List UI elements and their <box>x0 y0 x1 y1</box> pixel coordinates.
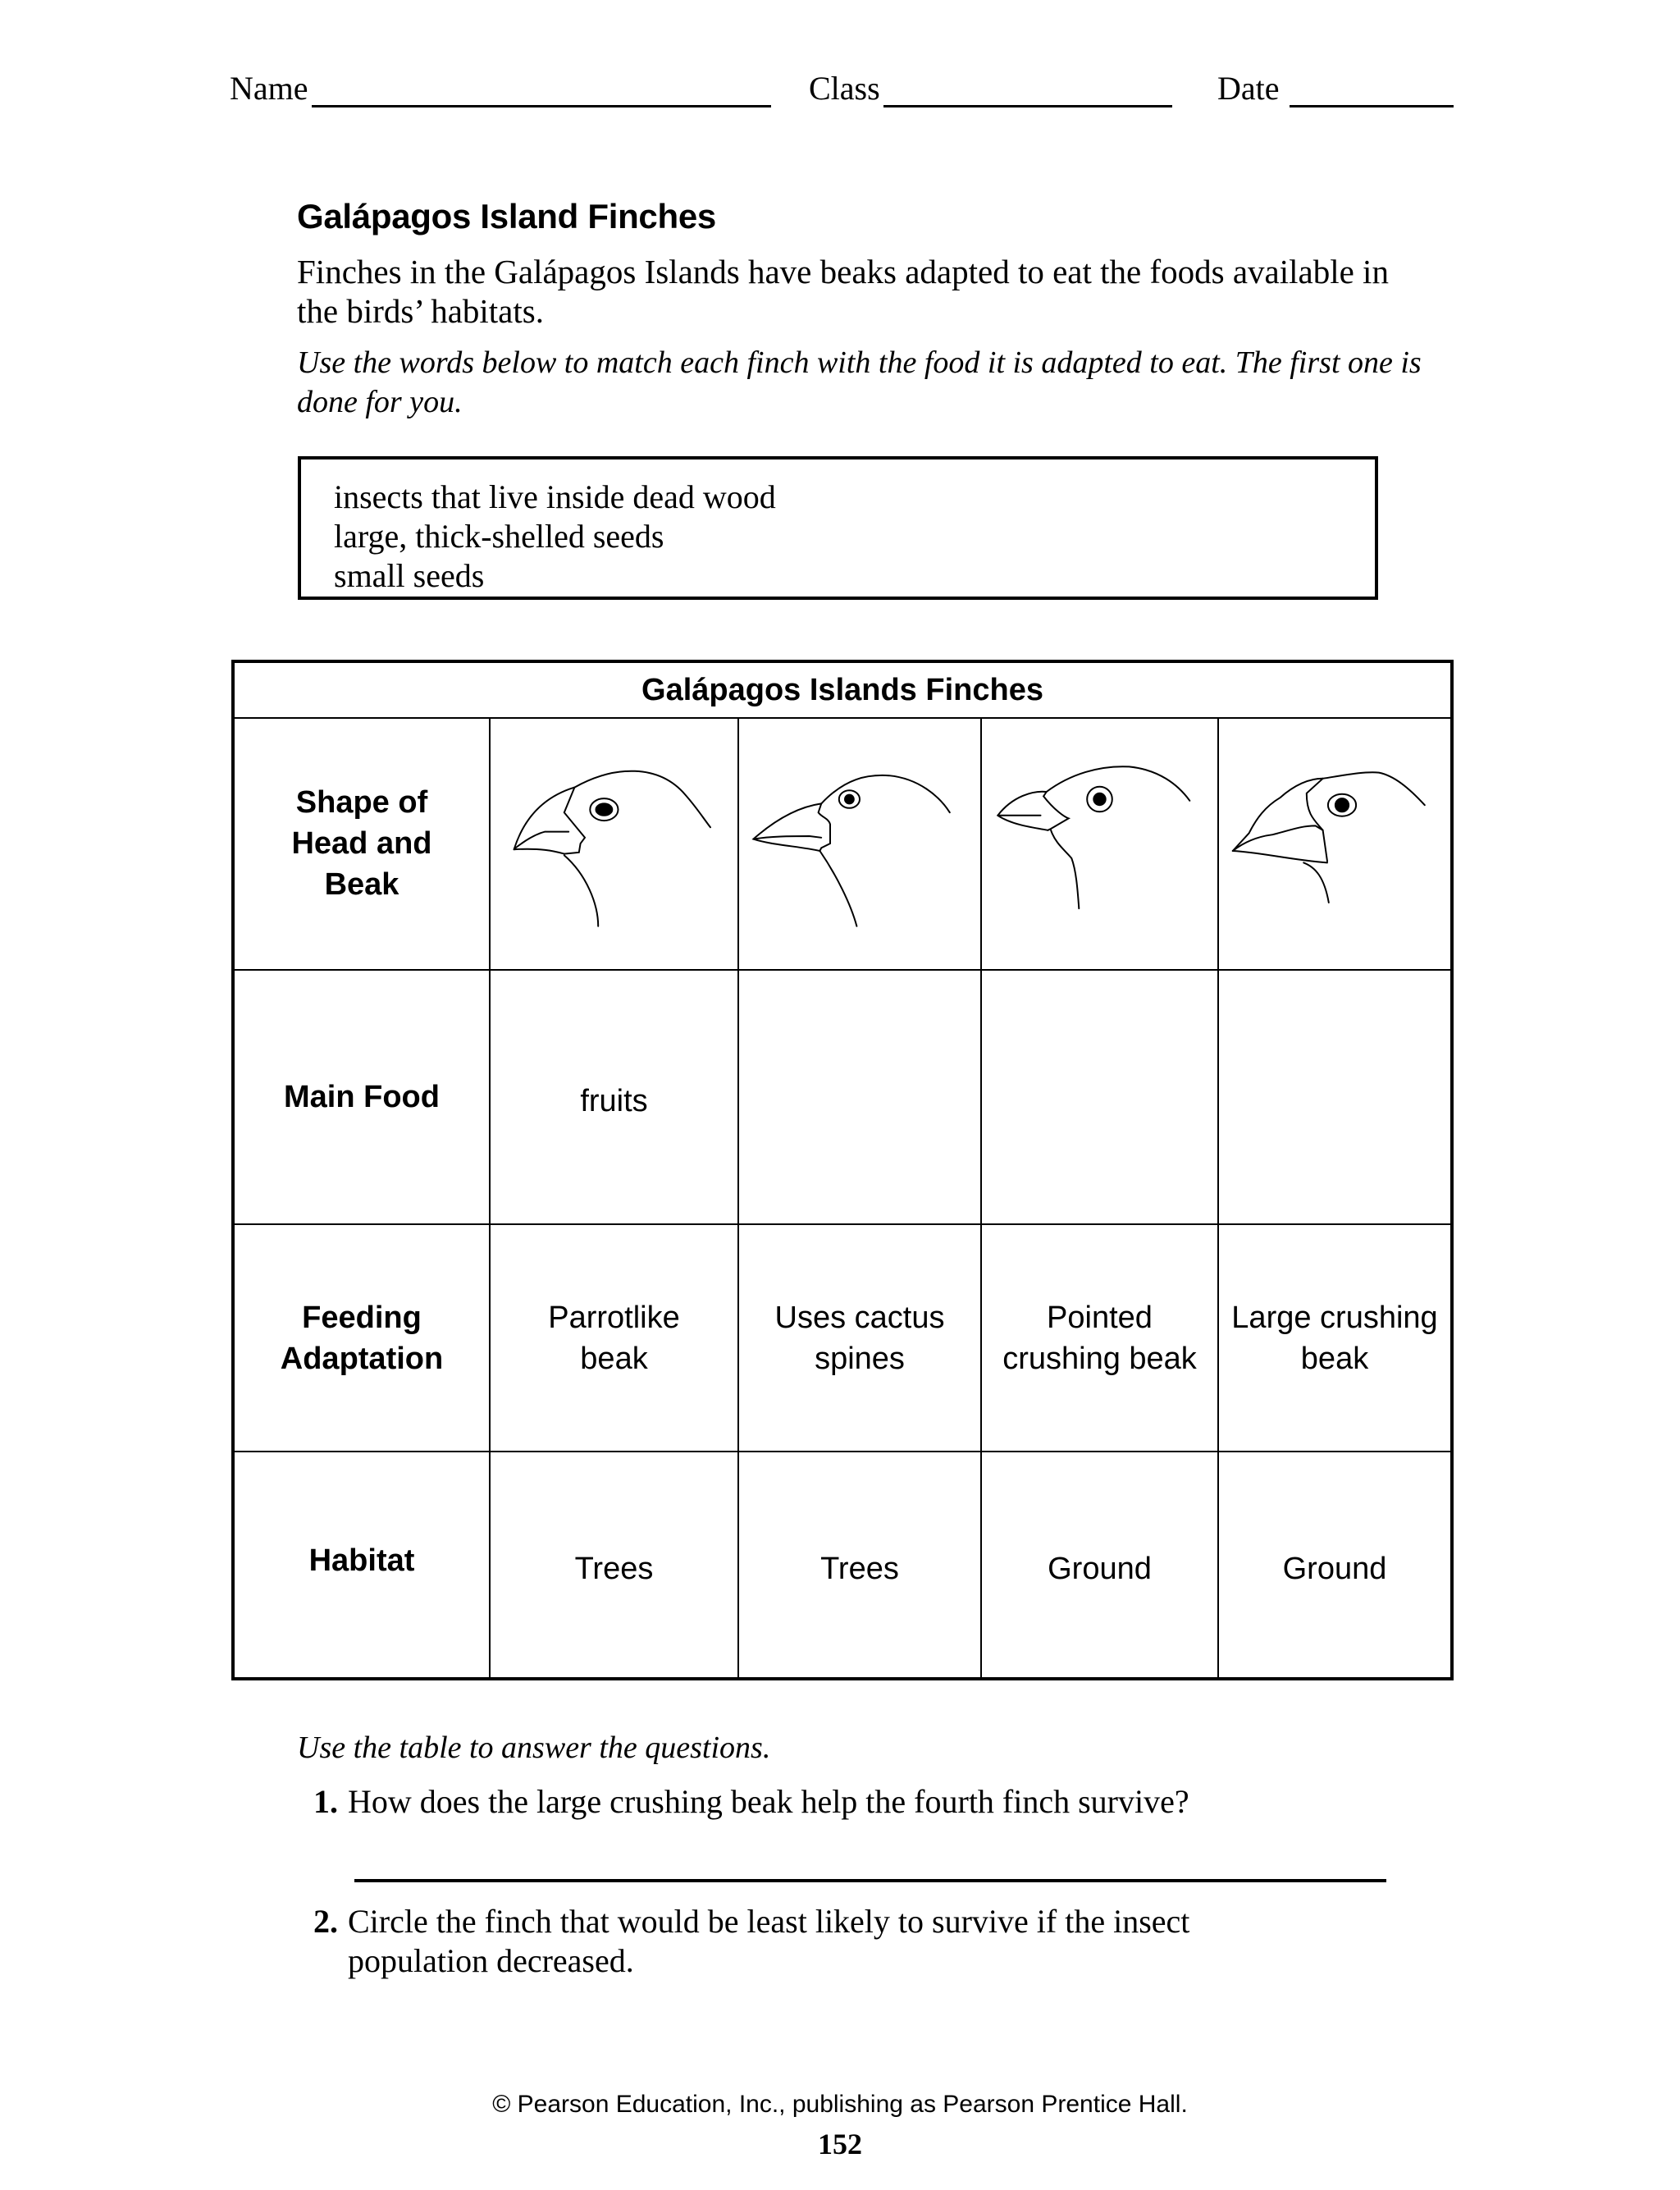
table-row-feeding-adaptation <box>235 1225 1450 1452</box>
table-row-shape <box>235 717 1450 971</box>
row-label-habitat: Habitat <box>308 1543 415 1578</box>
finch-2-cell[interactable] <box>739 717 982 969</box>
main-food-cell-2[interactable] <box>739 971 982 1223</box>
main-food-cell-3[interactable] <box>982 971 1219 1223</box>
name-blank[interactable] <box>312 75 771 107</box>
main-food-value: fruits <box>580 1084 648 1118</box>
table-row-main-food <box>235 971 1450 1225</box>
finch-4-cell[interactable] <box>1219 717 1450 969</box>
finch-4-large-beak-head-icon <box>1219 733 1450 954</box>
feeding-cell-1 <box>491 1225 739 1451</box>
finch-2-cactus-spine-head-icon <box>741 733 979 954</box>
row-header-cell <box>235 1225 491 1451</box>
row-label-feeding-adaptation: Feeding Adaptation <box>280 1300 444 1376</box>
intro-paragraph: Finches in the Galápagos Islands have beaks adapted to eat the foods available in the birds’ habitats. <box>297 253 1389 330</box>
question-text: How does the large crushing beak help the fourth finch survive? <box>348 1783 1189 1820</box>
class-blank[interactable] <box>883 75 1172 107</box>
class-label: Class <box>809 70 880 107</box>
feeding-value: Parrotlike beak <box>548 1300 680 1376</box>
questions-instructions: Use the table to answer the questions. <box>297 1731 771 1765</box>
row-header-cell <box>235 1452 491 1677</box>
finch-1-parrotlike-head-icon <box>495 733 733 954</box>
copyright-footer: © Pearson Education, Inc., publishing as Pearson Prentice Hall. <box>492 2091 1188 2118</box>
date-label: Date <box>1217 70 1280 107</box>
row-header-cell <box>235 971 491 1223</box>
question-text-line-1: Circle the finch that would be least likely to survive if the insect <box>348 1903 1190 1940</box>
habitat-value: Ground <box>1282 1552 1387 1586</box>
main-food-cell-1 <box>491 971 739 1223</box>
finch-3-cell[interactable] <box>982 717 1219 969</box>
feeding-cell-2 <box>739 1225 982 1451</box>
habitat-cell-2 <box>739 1452 982 1677</box>
question-number: 2. <box>313 1903 338 1940</box>
finch-3-pointed-beak-head-icon <box>982 733 1217 954</box>
feeding-value: Pointed crushing beak <box>1002 1300 1197 1376</box>
question-number: 1. <box>313 1783 338 1820</box>
feeding-value: Large crushing beak <box>1231 1300 1438 1376</box>
habitat-value: Trees <box>574 1552 654 1586</box>
habitat-cell-3 <box>982 1452 1219 1677</box>
page-number: 152 <box>818 2128 862 2160</box>
main-food-cell-4[interactable] <box>1219 971 1450 1223</box>
word-bank-item: small seeds <box>334 557 485 594</box>
question-1 <box>313 1782 1189 1822</box>
word-bank <box>298 456 1378 600</box>
table-title: Galápagos Islands Finches <box>235 663 1450 719</box>
habitat-cell-1 <box>491 1452 739 1677</box>
class-field[interactable] <box>809 69 1172 107</box>
date-blank[interactable] <box>1290 75 1454 107</box>
row-label-main-food: Main Food <box>284 1080 440 1114</box>
table-row-habitat <box>235 1452 1450 1677</box>
feeding-cell-4 <box>1219 1225 1450 1451</box>
finch-table <box>231 660 1454 1680</box>
row-header-cell <box>235 717 491 969</box>
instructions: Use the words below to match each finch with the food it is adapted to eat. The first one is done for you. <box>297 345 1422 419</box>
habitat-value: Trees <box>820 1552 899 1586</box>
question-2 <box>313 1902 1413 1981</box>
word-bank-item: insects that live inside dead wood <box>334 478 776 515</box>
habitat-cell-4 <box>1219 1452 1450 1677</box>
feeding-cell-3 <box>982 1225 1219 1451</box>
page-title: Galápagos Island Finches <box>297 197 716 235</box>
question-1-answer-line[interactable] <box>354 1879 1386 1882</box>
word-bank-item: large, thick-shelled seeds <box>334 518 664 555</box>
habitat-value: Ground <box>1048 1552 1152 1586</box>
finch-1-cell[interactable] <box>491 717 739 969</box>
date-field[interactable] <box>1217 69 1454 107</box>
feeding-value: Uses cactus spines <box>774 1300 945 1376</box>
name-label: Name <box>230 70 308 107</box>
row-label-shape: Shape of Head and Beak <box>291 784 432 902</box>
name-field[interactable] <box>230 69 771 107</box>
question-text-line-2: population decreased. <box>348 1942 634 1979</box>
student-info-header <box>230 69 1452 110</box>
